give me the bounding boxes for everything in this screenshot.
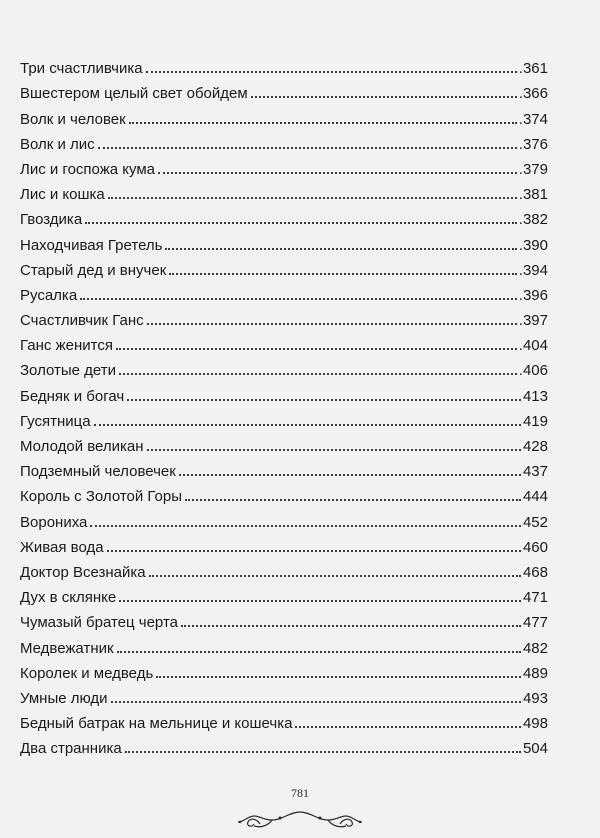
toc-entry-page: 419 <box>522 412 548 430</box>
toc-entry <box>20 278 548 303</box>
toc-entry <box>20 731 548 756</box>
toc-entry-title: Находчивая Гретель <box>20 236 163 254</box>
toc-entry-page: 452 <box>522 513 548 531</box>
toc-entry <box>20 429 548 454</box>
toc-dot-leader <box>127 399 521 401</box>
toc-entry <box>20 152 548 177</box>
toc-dot-leader <box>295 726 521 728</box>
toc-entry <box>20 202 548 227</box>
toc-entry-page: .382 <box>518 211 548 229</box>
footer-ornament <box>0 806 600 838</box>
toc-entry-page: .396 <box>518 286 548 304</box>
toc-entry-page: 428 <box>522 438 548 455</box>
toc-dot-leader <box>117 651 521 653</box>
toc-dot-leader <box>116 348 517 350</box>
toc-dot-leader <box>179 474 521 476</box>
toc-entry-title: Лис и госпожа кума <box>20 160 155 178</box>
toc-entry-page: .381 <box>518 186 548 204</box>
toc-entry-title: Король с Золотой Горы <box>20 488 183 506</box>
toc-entry <box>20 580 548 605</box>
toc-dot-leader <box>251 96 517 98</box>
toc-entry-page: 460 <box>522 538 548 556</box>
toc-entry-page: 437 <box>522 463 548 481</box>
toc-entry-title: Два странника <box>20 740 122 758</box>
toc-entry-page: 468 <box>522 563 548 581</box>
toc-entry-title: Лис и кошка <box>20 186 105 204</box>
toc-dot-leader <box>147 323 517 325</box>
toc-entry-page: .376 <box>518 135 548 153</box>
toc-entry-title: Волк и человек <box>20 110 126 128</box>
toc-entry-page: .397 <box>518 312 548 330</box>
toc-entry-title: Подземный человечек <box>20 463 176 481</box>
toc-entry <box>20 177 548 202</box>
toc-entry <box>20 101 548 126</box>
toc-entry <box>20 605 548 630</box>
toc-entry-title: Старый дед и внучек <box>20 261 167 279</box>
toc-entry-page: 498 <box>522 715 548 733</box>
toc-entry-title: Ганс женится <box>20 337 113 355</box>
toc-dot-leader <box>149 575 521 577</box>
toc-entry-title: Умные люди <box>20 689 108 707</box>
toc-entry-title: Бедный батрак на мельнице и кошечка <box>20 715 293 733</box>
toc-dot-leader <box>165 248 516 250</box>
toc-entry-page: 477 <box>522 614 548 632</box>
toc-entry-page: .404 <box>518 337 548 355</box>
toc-dot-leader <box>185 499 521 501</box>
toc-entry <box>20 76 548 101</box>
toc-entry-title: Вшестером целый свет обойдем <box>20 85 248 103</box>
toc-entry-title: Медвежатник <box>20 639 114 657</box>
toc-entry <box>20 630 548 655</box>
toc-dot-leader <box>107 550 521 552</box>
toc-dot-leader <box>169 273 517 275</box>
toc-dot-leader <box>108 197 517 199</box>
toc-entry-page: .361 <box>518 60 548 78</box>
toc-entry-title: Три счастливчика <box>20 60 143 78</box>
toc-entry-page: .374 <box>518 110 548 128</box>
toc-entry <box>20 404 548 429</box>
toc-entry-title: Дух в склянке <box>20 589 117 607</box>
toc-entry-page: 504 <box>522 740 548 758</box>
toc-dot-leader <box>94 424 521 426</box>
toc-dot-leader <box>125 751 521 753</box>
toc-entry <box>20 656 548 681</box>
toc-entry-page: 444 <box>522 488 548 506</box>
toc-entry-page: 489 <box>522 664 548 682</box>
toc-list <box>20 51 548 756</box>
toc-entry <box>20 681 548 706</box>
toc-dot-leader <box>147 449 521 451</box>
toc-entry-page: 413 <box>522 387 548 405</box>
page-number: 781 <box>291 786 309 800</box>
toc-entry-page: .366 <box>518 85 548 103</box>
toc-dot-leader <box>111 701 521 703</box>
toc-entry-page: .379 <box>518 160 548 178</box>
toc-dot-leader <box>156 676 521 678</box>
toc-entry <box>20 253 548 278</box>
toc-entry <box>20 454 548 479</box>
toc-dot-leader <box>119 600 521 602</box>
toc-entry-title: Волк и лис <box>20 135 95 153</box>
toc-entry-page: 471 <box>522 589 548 607</box>
toc-entry <box>20 127 548 152</box>
toc-entry <box>20 51 548 76</box>
toc-entry-page: .390 <box>518 236 548 254</box>
toc-entry-title: Чумазый братец черта <box>20 614 178 632</box>
toc-entry <box>20 328 548 353</box>
toc-entry <box>20 479 548 504</box>
toc-dot-leader <box>90 525 521 527</box>
toc-entry-page: .406 <box>518 362 548 380</box>
toc-entry <box>20 227 548 252</box>
toc-entry-title: Русалка <box>20 286 78 304</box>
toc-dot-leader <box>146 71 517 73</box>
table-of-contents <box>20 51 548 756</box>
toc-entry-title: Золотые дети <box>20 362 117 380</box>
floral-ornament-icon <box>220 806 380 838</box>
toc-entry-title: Гвоздика <box>20 211 83 229</box>
toc-entry <box>20 353 548 378</box>
toc-entry-title: Королек и медведь <box>20 664 154 682</box>
toc-dot-leader <box>85 222 517 224</box>
toc-entry-title: Бедняк и богач <box>20 387 125 405</box>
toc-entry <box>20 530 548 555</box>
toc-entry-title: Счастливчик Ганс <box>20 312 144 330</box>
toc-entry <box>20 378 548 403</box>
toc-dot-leader <box>158 172 517 174</box>
toc-entry-page: 493 <box>522 689 548 707</box>
toc-dot-leader <box>119 373 517 375</box>
toc-dot-leader <box>129 122 517 124</box>
toc-entry-title: Доктор Всезнайка <box>20 563 146 581</box>
toc-entry-title: Молодой великан <box>20 438 144 455</box>
toc-entry-page: .394 <box>518 261 548 279</box>
toc-entry <box>20 504 548 529</box>
toc-entry-page: 482 <box>522 639 548 657</box>
toc-dot-leader <box>98 147 517 149</box>
toc-entry <box>20 303 548 328</box>
toc-dot-leader <box>181 625 521 627</box>
toc-dot-leader <box>80 298 517 300</box>
toc-entry-title: Ворониха <box>20 513 88 531</box>
toc-entry-title: Гусятница <box>20 412 91 430</box>
toc-entry-title: Живая вода <box>20 538 104 556</box>
toc-entry <box>20 555 548 580</box>
toc-entry <box>20 706 548 731</box>
